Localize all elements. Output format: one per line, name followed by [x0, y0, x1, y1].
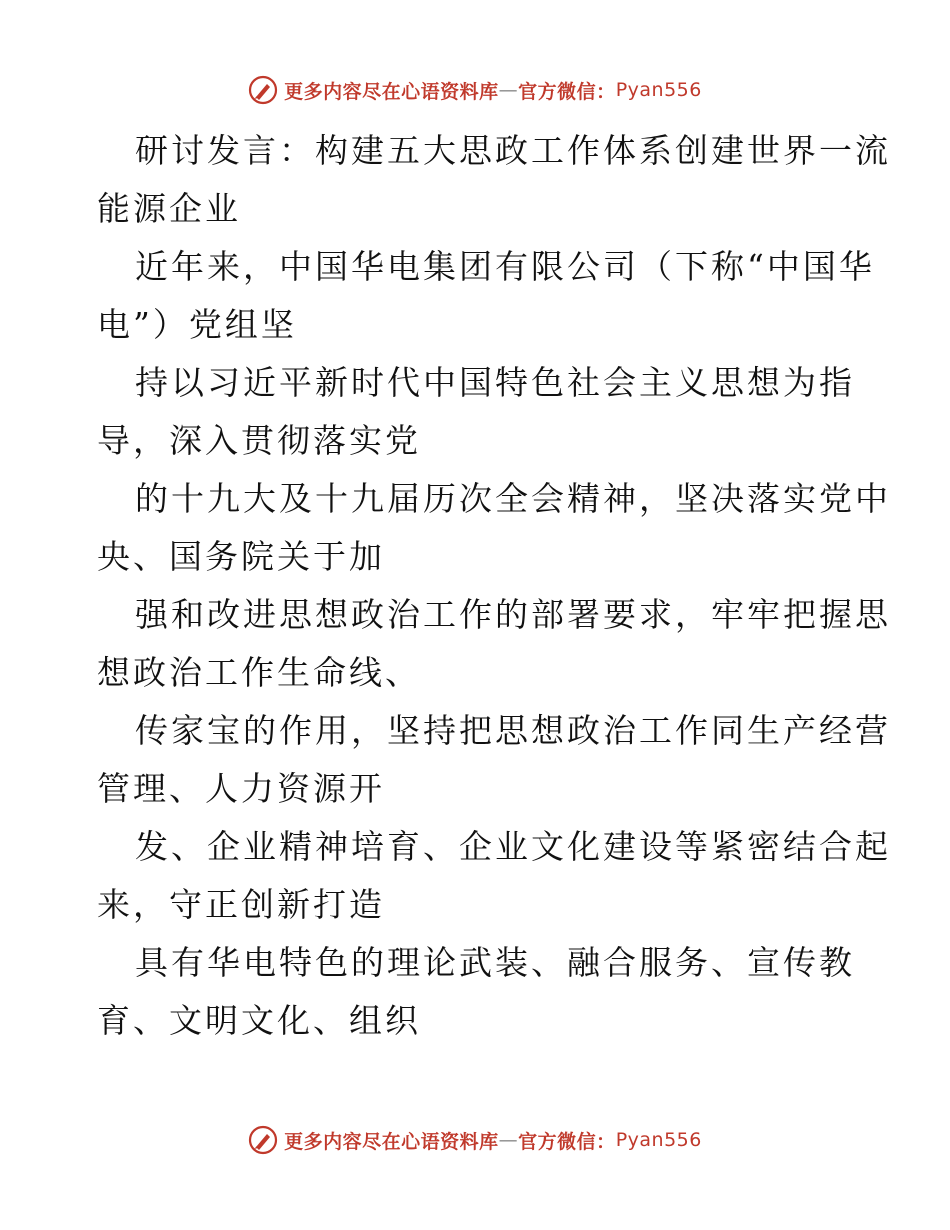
pen-logo-icon — [248, 1125, 278, 1155]
paragraph — [97, 702, 891, 818]
document-body — [97, 122, 891, 1050]
paragraph — [97, 818, 891, 934]
paragraph-line: 想政治工作生命线、 — [97, 653, 421, 692]
footer-watermark — [0, 1120, 950, 1160]
watermark-main-text: 更多内容尽在心语资料库 — [284, 1130, 499, 1153]
paragraph — [97, 354, 857, 470]
paragraph — [97, 238, 875, 354]
watermark-sub-text: 官方微信： — [518, 1130, 616, 1153]
paragraph-line: 管理、人力资源开 — [97, 769, 385, 808]
paragraph-line: 来，守正创新打造 — [97, 885, 385, 924]
paragraph-line: 电”）党组坚 — [97, 305, 297, 344]
paragraph — [97, 470, 891, 586]
paragraph-line: 能源企业 — [97, 189, 241, 228]
paragraph-title — [97, 122, 891, 238]
watermark-wechat-id: Pyan556 — [615, 79, 702, 101]
paragraph — [97, 586, 891, 702]
paragraph-line: 近年来，中国华电集团有限公司（下称“中国华 — [135, 247, 875, 286]
header-watermark — [0, 70, 950, 110]
watermark-wechat-id: Pyan556 — [615, 1129, 702, 1151]
paragraph — [97, 934, 857, 1050]
paragraph-line: 导，深入贯彻落实党 — [97, 421, 421, 460]
watermark-sub-text: 官方微信： — [518, 80, 616, 103]
paragraph-line: 央、国务院关于加 — [97, 537, 385, 576]
paragraph-line: 传家宝的作用，坚持把思想政治工作同生产经营 — [135, 711, 891, 750]
paragraph-line: 研讨发言：构建五大思政工作体系创建世界一流 — [135, 131, 891, 170]
watermark-main-text: 更多内容尽在心语资料库 — [284, 80, 499, 103]
paragraph-line: 具有华电特色的理论武装、融合服务、宣传教 — [135, 943, 855, 982]
paragraph-line: 强和改进思想政治工作的部署要求，牢牢把握思 — [135, 595, 891, 634]
paragraph-line: 发、企业精神培育、企业文化建设等紧密结合起 — [135, 827, 891, 866]
paragraph-line: 持以习近平新时代中国特色社会主义思想为指 — [135, 363, 855, 402]
pen-logo-icon — [248, 75, 278, 105]
paragraph-line: 育、文明文化、组织 — [97, 1001, 421, 1040]
watermark-dash: — — [498, 79, 519, 101]
paragraph-line: 的十九大及十九届历次全会精神，坚决落实党中 — [135, 479, 891, 518]
watermark-dash: — — [498, 1129, 519, 1151]
